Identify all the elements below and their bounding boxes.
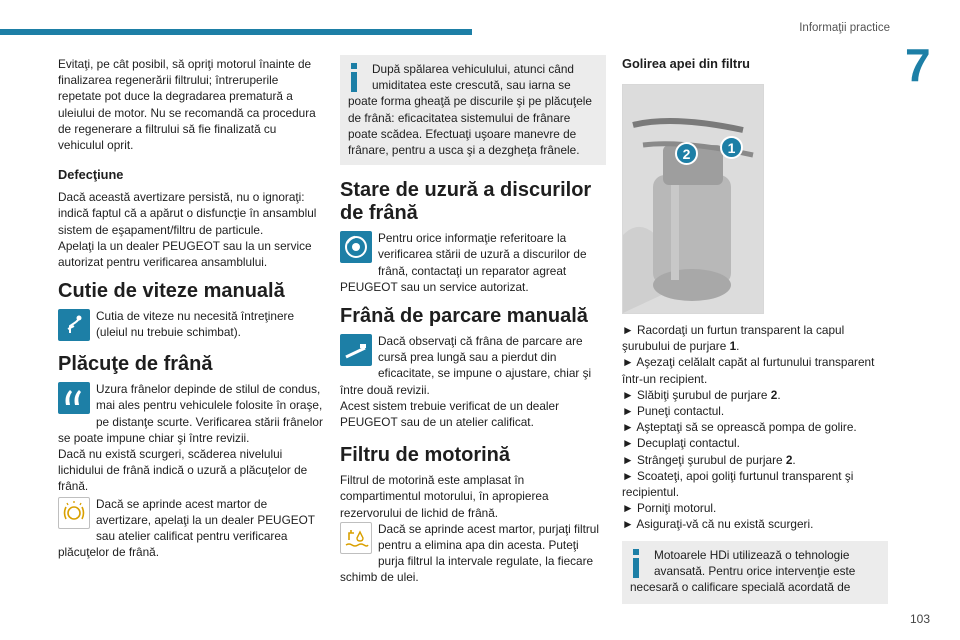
step-item: ► Decuplaţi contactul. xyxy=(622,436,740,451)
steps-list xyxy=(622,322,888,533)
frana-parcare-heading: Frână de parcare manuală xyxy=(340,305,588,328)
step-item: ► Scoateţi, apoi goliţi furtunul transparent şi recipientul. xyxy=(622,468,854,500)
step-item: ► Racordaţi un furtun transparent la capul şurubului de purjare 1. xyxy=(622,323,845,354)
filtru-motorina-paragraph-2: Dacă se aprinde acest martor, purjaţi filtrul pentru a elimina apa din acesta. Puteţi purja filtrul la intervale regulate, la fiecare schimb de ulei. xyxy=(340,521,599,585)
step-item: ► Puneţi contactul. xyxy=(622,404,725,419)
golire-apa-heading: Golirea apei din filtru xyxy=(622,56,750,71)
defectiune-heading: Defecţiune xyxy=(58,167,124,183)
chapter-number: 7 xyxy=(905,39,931,91)
frana-parcare-paragraph-1: Dacă observaţi că frâna de parcare are cursă prea lungă sau a pierdut din eficacitate, se impune o ajustare, chiar şi între două revizii. xyxy=(340,334,592,397)
step-item: ► Porniţi motorul. xyxy=(622,501,717,516)
filtru-motorina-heading: Filtru de motorină xyxy=(340,444,510,467)
frana-parcare-paragraph-2: Acest sistem trebuie verificat de un dealer PEUGEOT sau de un atelier calificat. xyxy=(340,398,560,430)
callout-2: 2 xyxy=(675,142,698,165)
cutie-viteze-heading: Cutie de viteze manuală xyxy=(58,280,285,303)
placute-paragraph-1: Uzura frânelor depinde de stilul de condus, mai ales pentru vehiculele folosite în oraşe, pe distanţe scurte. Verificarea stării frânelor se poate impune chiar şi între revizii. xyxy=(58,382,323,445)
info-icon xyxy=(348,63,362,93)
placute-heading: Plăcuţe de frână xyxy=(58,353,213,376)
discuri-heading: Stare de uzură a discurilor de frână xyxy=(340,179,592,225)
info-icon xyxy=(630,549,644,579)
gearbox-icon xyxy=(58,309,90,341)
info-box-frost xyxy=(340,55,606,165)
regeneration-paragraph: Evitaţi, pe cât posibil, să opriţi motorul înainte de finalizarea regenerării filtrului; întreruperile repetate pot duce la degradarea prematură a uleiului de motor. Nu se recomandă ca procedura de regenerare a filtrului să fie finalizată cu vehiculul oprit. xyxy=(58,57,316,153)
info-box-hdi xyxy=(622,541,888,604)
step-item: ► Asiguraţi-vă că nu există scurgeri. xyxy=(622,517,814,532)
brake-warning-light-icon xyxy=(58,497,90,529)
placute-paragraph-2: Dacă nu există scurgeri, scăderea nivelului lichidului de frână indică o uzură a plăcuţelor de frână. xyxy=(58,447,308,494)
header-accent-bar xyxy=(0,29,472,35)
defectiune-paragraph-2: Apelaţi la un dealer PEUGEOT sau la un service autorizat pentru verificarea ansamblului. xyxy=(58,238,312,270)
fuel-filter-photo xyxy=(622,84,764,314)
column-2 xyxy=(340,55,606,586)
step-item: ► Aşteptaţi să se oprească pompa de golire. xyxy=(622,420,857,435)
running-header: Informaţii practice xyxy=(799,22,890,34)
info-hdi-text: Motoarele HDi utilizează o tehnologie avansată. Pentru orice intervenţie este necesară o calificare specială acordată de xyxy=(630,547,856,595)
filtru-motorina-paragraph-1: Filtrul de motorină este amplasat în compartimentul motorului, în apropierea rezervorului de lichid de frână. xyxy=(340,473,549,520)
brake-disc-icon xyxy=(340,231,372,263)
step-item: ► Slăbiţi şurubul de purjare 2. xyxy=(622,387,781,402)
brake-pads-icon xyxy=(58,382,90,414)
step-item: ► Aşezaţi celălalt capăt al furtunului transparent într-un recipient. xyxy=(622,355,875,386)
column-3 xyxy=(622,56,888,604)
callout-1: 1 xyxy=(720,136,743,159)
page-number: 103 xyxy=(909,612,930,626)
water-in-fuel-warning-icon xyxy=(340,522,372,554)
placute-paragraph-3: Dacă se aprinde acest martor de avertizare, apelaţi la un dealer PEUGEOT sau atelier calificat pentru verificarea plăcuţelor de frână. xyxy=(58,496,315,560)
column-1 xyxy=(58,50,323,560)
cutie-viteze-text: Cutia de viteze nu necesită întreţinere (uleiul nu trebuie schimbat). xyxy=(96,309,295,340)
parking-brake-icon xyxy=(340,334,372,366)
step-item: ► Strângeţi şurubul de purjare 2. xyxy=(622,452,796,467)
discuri-text: Pentru orice informaţie referitoare la verificarea stării de uzură a discurilor de frână, contactaţi un reparator agreat PEUGEOT sau un service autorizat. xyxy=(340,231,587,294)
info-frost-text: După spălarea vehiculului, atunci când umiditatea este crescută, sau iarna se poate forma gheaţă pe discurile şi pe plăcuţele de frână: eficacitatea sistemului de frânare poate scădea. Efectuaţi uşoare manevre de frânare, pentru a usca şi a dezgheţa frânele. xyxy=(348,62,592,158)
defectiune-paragraph-1: Dacă această avertizare persistă, nu o ignoraţi: indică faptul că a apărut o disfuncţie în ansamblul sistem de eşapament/filtru de particule. xyxy=(58,190,317,237)
